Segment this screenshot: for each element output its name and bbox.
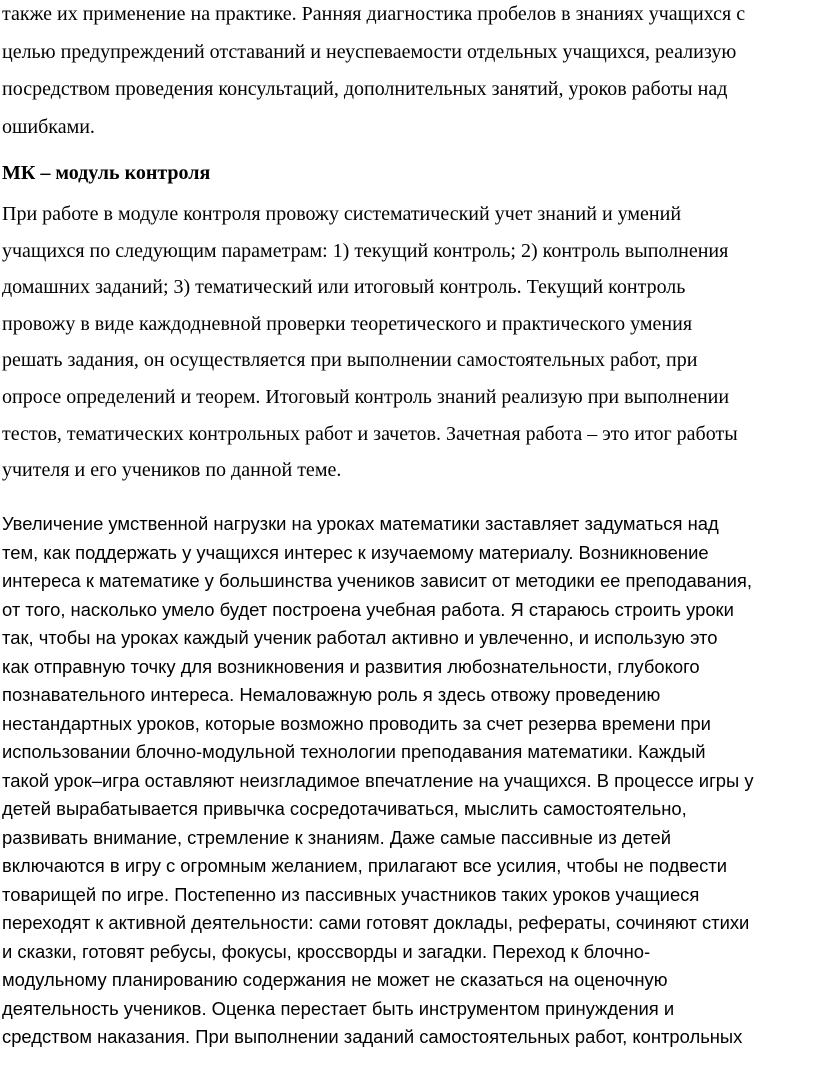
- text-line: учащихся по следующим параметрам: 1) текущий контроль; 2) контроль выполнения: [2, 239, 729, 262]
- text-line: детей вырабатывается привычка сосредотачиваться, мыслить самостоятельно,: [2, 798, 687, 819]
- text-line: как отправную точку для возникновения и развития любознательности, глубокого: [2, 655, 700, 677]
- text-line: ошибками.: [2, 115, 95, 138]
- text-line: от того, насколько умело будет построена учебная работа. Я стараюсь строить уроки: [2, 598, 734, 620]
- text-line: включаются в игру с огромным желанием, прилагают все усилия, чтобы не подвести: [2, 855, 728, 876]
- text-line: посредством проведения консультаций, дополнительных занятий, уроков работы над: [2, 78, 728, 100]
- text-line: нестандартных уроков, которые возможно проводить за счет резерва времени при: [2, 712, 711, 734]
- section-heading-control-module: МК – модуль контроля: [2, 162, 211, 184]
- text-line: При работе в модуле контроля провожу систематический учет знаний и умений: [2, 203, 682, 225]
- text-line: средством наказания. При выполнении заданий самостоятельных работ, контрольных: [2, 1026, 743, 1047]
- text-line: решать задания, он осуществляется при выполнении самостоятельных работ, при: [2, 349, 698, 372]
- text-line: домашних заданий; 3) тематический или итоговый контроль. Текущий контроль: [2, 276, 686, 299]
- paragraph-interest-in-math: [2, 510, 814, 1052]
- text-line: деятельность учеников. Оценка перестает быть инструментом принуждения и: [2, 997, 675, 1019]
- text-line: познавательного интереса. Немаловажную роль я здесь отвожу проведению: [2, 684, 661, 705]
- text-line: провожу в виде каждодневной проверки теоретического и практического умения: [2, 312, 693, 335]
- text-line: Увеличение умственной нагрузки на уроках математики заставляет задуматься над: [2, 513, 719, 534]
- text-line: учителя и его учеников по данной теме.: [2, 459, 342, 482]
- text-line: целью предупреждений отставаний и неуспеваемости отдельных учащихся, реализую: [2, 40, 737, 63]
- text-line: интереса к математике у большинства учеников зависит от методики ее преподавания,: [2, 570, 752, 591]
- text-line: опросе определений и теорем. Итоговый контроль знаний реализую при выполнении: [2, 385, 730, 408]
- text-line: развивать внимание, стремление к знаниям. Даже самые пассивные из детей: [2, 826, 671, 848]
- text-line: тестов, тематических контрольных работ и зачетов. Зачетная работа – это итог работы: [2, 422, 738, 445]
- text-line: также их применение на практике. Ранняя диагностика пробелов в знаниях учащихся с: [2, 3, 746, 25]
- text-line: товарищей по игре. Постепенно из пассивных участников таких уроков учащиеся: [2, 883, 700, 905]
- text-line: тем, как поддержать у учащихся интерес к изучаемому материалу. Возникновение: [2, 541, 709, 563]
- text-line: переходят к активной деятельности: сами готовят доклады, рефераты, сочиняют стихи: [2, 912, 750, 933]
- text-line: использовании блочно-модульной технологии преподавания математики. Каждый: [2, 741, 706, 762]
- paragraph-control-module: [2, 196, 814, 489]
- text-line: и сказки, готовят ребусы, фокусы, кроссворды и загадки. Переход к блочно-: [2, 940, 651, 962]
- text-line: такой урок–игра оставляют неизгладимое впечатление на учащихся. В процессе игры у: [2, 769, 754, 791]
- text-line: модульному планированию содержания не может не сказаться на оценочную: [2, 969, 668, 990]
- text-line: так, чтобы на уроках каждый ученик работал активно и увлеченно, и использую это: [2, 627, 718, 648]
- paragraph-early-diagnostics: [2, 0, 814, 146]
